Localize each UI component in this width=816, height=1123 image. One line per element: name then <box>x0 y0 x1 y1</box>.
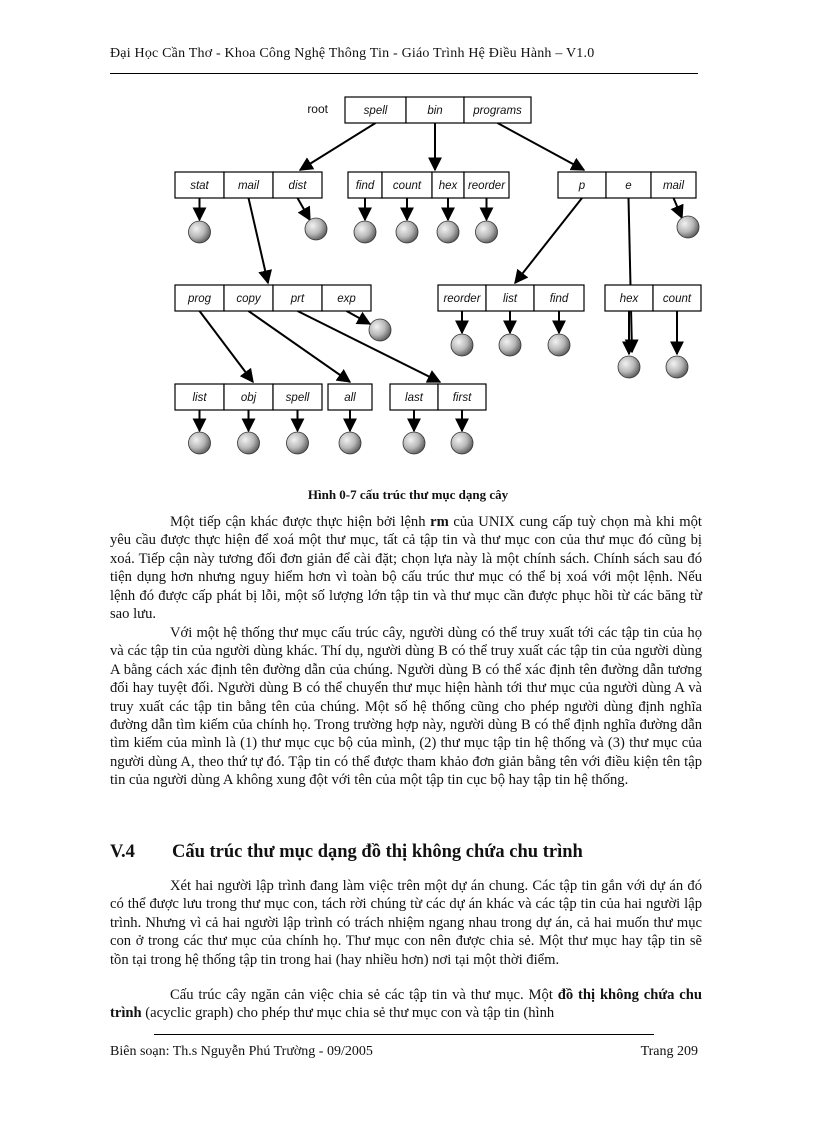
header-rule <box>110 73 698 74</box>
edge-mail <box>249 198 269 283</box>
page-header: Đại Học Cần Thơ - Khoa Công Nghệ Thông Tin - Giáo Trình Hệ Điều Hành – V1.0 <box>110 46 595 61</box>
dir-box-level1a-0 <box>175 172 224 198</box>
paragraph-3: Xét hai người lập trình đang làm việc trên một dự án chung. Các tập tin gắn với dự án đó có thể được lưu trong thư mục con, tách rời chúng từ các dự án khác và các tập tin của hai người lập trình. Nhưng vì cả hai người lập trình có trách nhiệm ngang nhau trong dự án, cả hai muốn thư mục con ở trong các thư mục của chính họ. Thư mục con nên được chia sẻ. Một thư mục hay tập tin sẽ tồn tại trong hệ thống tập tin trong hai (hay nhiều hơn) nơi tại một thời điểm. <box>110 878 702 968</box>
dir-box-level3c-1 <box>438 384 486 410</box>
file-node <box>396 221 418 243</box>
dir-box-level2a-2 <box>273 285 322 311</box>
dir-label: spell <box>285 392 310 404</box>
edge-prog <box>200 311 254 382</box>
dir-box-level1a-1 <box>224 172 273 198</box>
edge-dist <box>298 198 311 220</box>
dir-box-level3b-0 <box>328 384 372 410</box>
dir-label: reorder <box>443 293 481 305</box>
command-rm: rm <box>430 514 449 530</box>
dir-box-level1b-2 <box>432 172 464 198</box>
dir-label: spell <box>363 105 388 117</box>
dir-label: all <box>344 392 356 404</box>
dir-box-level2a-3 <box>322 285 371 311</box>
file-node <box>339 432 361 454</box>
file-node <box>369 319 391 341</box>
dir-box-level0-0 <box>345 97 406 123</box>
dir-box-level1b-1 <box>382 172 432 198</box>
dir-box-level1b-0 <box>348 172 382 198</box>
dir-label: first <box>452 392 472 404</box>
edge-p <box>515 198 582 283</box>
dir-box-level1c-2 <box>651 172 696 198</box>
file-node <box>499 334 521 356</box>
paragraph-2: Với một hệ thống thư mục cấu trúc cây, người dùng có thể truy xuất tới các tập tin của họ và các tập tin của người dùng khác. Thí dụ, người dùng B có thể truy xuất các tập tin của người dùng A bằng cách xác định tên đường dẫn của chúng. Người dùng B có thể xác định tên đường dẫn tương đối hay tuyệt đối. Người dùng B có thể chuyển thư mục hiện hành tới thư mục của người dùng A và truy xuất các tập tin bằng tên của chúng. Một số hệ thống cũng cho phép người dùng định nghĩa đường dẫn tìm kiếm của chính họ. Trong trường hợp này, người dùng B có thể định nghĩa đường dẫn tìm kiếm của mình là (1) thư mục cục bộ của mình, (2) thư mục tập tin hệ thống và (3) thư mục của người dùng A, theo thứ tự đó. Tập tin có thể được tham khảo đơn giản bằng tên với điều kiện tên tập tin của người dùng A không xung đột với tên của một tập tin cục bộ hay tập tin hệ thống. <box>110 625 702 789</box>
root-label: root <box>307 102 328 116</box>
dir-label: exp <box>337 293 356 305</box>
dir-box-level2b-0 <box>438 285 486 311</box>
dir-label: obj <box>240 392 257 404</box>
tree-svg <box>170 92 702 458</box>
section-title: Cấu trúc thư mục dạng đồ thị không chứa chu trình <box>172 842 583 862</box>
dir-box-level3a-2 <box>273 384 322 410</box>
dir-label: e <box>625 180 632 192</box>
file-node <box>189 432 211 454</box>
edge-mail2 <box>674 198 683 218</box>
dir-box-level2b-1 <box>486 285 534 311</box>
edge-copy <box>249 311 351 382</box>
paragraph-1: Một tiếp cận khác được thực hiện bởi lệnh rm của UNIX cung cấp tuỳ chọn mà khi một yêu cầu được thực hiện để xoá một thư mục, tất cả tập tin và thư mục con của thư mục đó cũng bị xoá. Tiếp cận này tương đối đơn giản để cài đặt; chọn lựa này là một chính sách. Chính sách sau đó tiện dụng hơn nhưng nguy hiểm hơn vì toàn bộ cấu trúc thư mục có thể bị xoá với một lệnh. Nếu lệnh đó được cấp phát bị lỗi, một số lượng lớn tập tin và thư mục cần được phục hồi từ các băng từ sao lưu. <box>110 514 702 623</box>
dir-label: hex <box>438 180 458 192</box>
dir-box-level0-1 <box>406 97 464 123</box>
dir-label: list <box>502 293 518 305</box>
dir-label: hex <box>619 293 639 305</box>
dir-box-level1c-1 <box>606 172 651 198</box>
dir-box-level0-2 <box>464 97 531 123</box>
dir-label: copy <box>236 293 261 305</box>
dir-box-level2a-1 <box>224 285 273 311</box>
file-node <box>476 221 498 243</box>
dir-label: p <box>578 180 586 192</box>
acyclic-graph-term: đồ thị không chứa chu trình <box>110 987 702 1022</box>
dir-box-level2c-1 <box>653 285 701 311</box>
file-node <box>437 221 459 243</box>
edge-programs <box>498 123 585 170</box>
file-node <box>354 221 376 243</box>
dir-label: list <box>192 392 207 404</box>
dir-box-level3c-0 <box>390 384 438 410</box>
page-number: Trang 209 <box>640 1044 698 1059</box>
edge-prt <box>298 311 441 382</box>
footer-author: Biên soạn: Th.s Nguyễn Phú Trường - 09/2005 <box>110 1044 373 1059</box>
paragraph-4: Cấu trúc cây ngăn cản việc chia sẻ các tập tin và thư mục. Một đồ thị không chứa chu trình (acyclic graph) cho phép thư mục chia sẻ thư mục con và tập tin (hình <box>110 987 702 1022</box>
dir-box-level2c-0 <box>605 285 653 311</box>
file-node <box>548 334 570 356</box>
dir-box-level2a-0 <box>175 285 224 311</box>
dir-label: reorder <box>467 180 506 192</box>
dir-label: prt <box>290 293 305 305</box>
dir-label: count <box>392 180 422 192</box>
tree-directory-diagram <box>170 92 702 458</box>
dir-box-level1c-0 <box>558 172 606 198</box>
edge-spell <box>300 123 376 170</box>
dir-label: find <box>549 293 569 305</box>
section-heading <box>110 842 583 863</box>
section-number: V.4 <box>110 842 135 862</box>
dir-label: last <box>405 392 423 404</box>
dir-box-level1a-2 <box>273 172 322 198</box>
figure-caption: Hình 0-7 cấu trúc thư mục dạng cây <box>307 487 509 502</box>
dir-label: mail <box>237 180 260 192</box>
file-node <box>666 356 688 378</box>
edge-exp <box>347 311 371 324</box>
file-node <box>189 221 211 243</box>
dir-box-level3a-1 <box>224 384 273 410</box>
file-node <box>451 432 473 454</box>
file-node <box>403 432 425 454</box>
dir-label: stat <box>190 180 209 192</box>
file-node <box>618 356 640 378</box>
file-node <box>238 432 260 454</box>
dir-label: mail <box>662 180 685 192</box>
footer-rule <box>154 1034 654 1035</box>
dir-box-level3a-0 <box>175 384 224 410</box>
dir-label: find <box>355 180 375 192</box>
dir-label: bin <box>427 105 443 117</box>
file-node <box>677 216 699 238</box>
file-node <box>451 334 473 356</box>
file-node <box>305 218 327 240</box>
dir-box-level2b-2 <box>534 285 584 311</box>
file-node <box>287 432 309 454</box>
dir-label: prog <box>187 293 212 305</box>
dir-box-level1b-3 <box>464 172 509 198</box>
dir-label: dist <box>288 180 307 192</box>
dir-label: programs <box>473 105 522 117</box>
dir-label: count <box>662 293 692 305</box>
